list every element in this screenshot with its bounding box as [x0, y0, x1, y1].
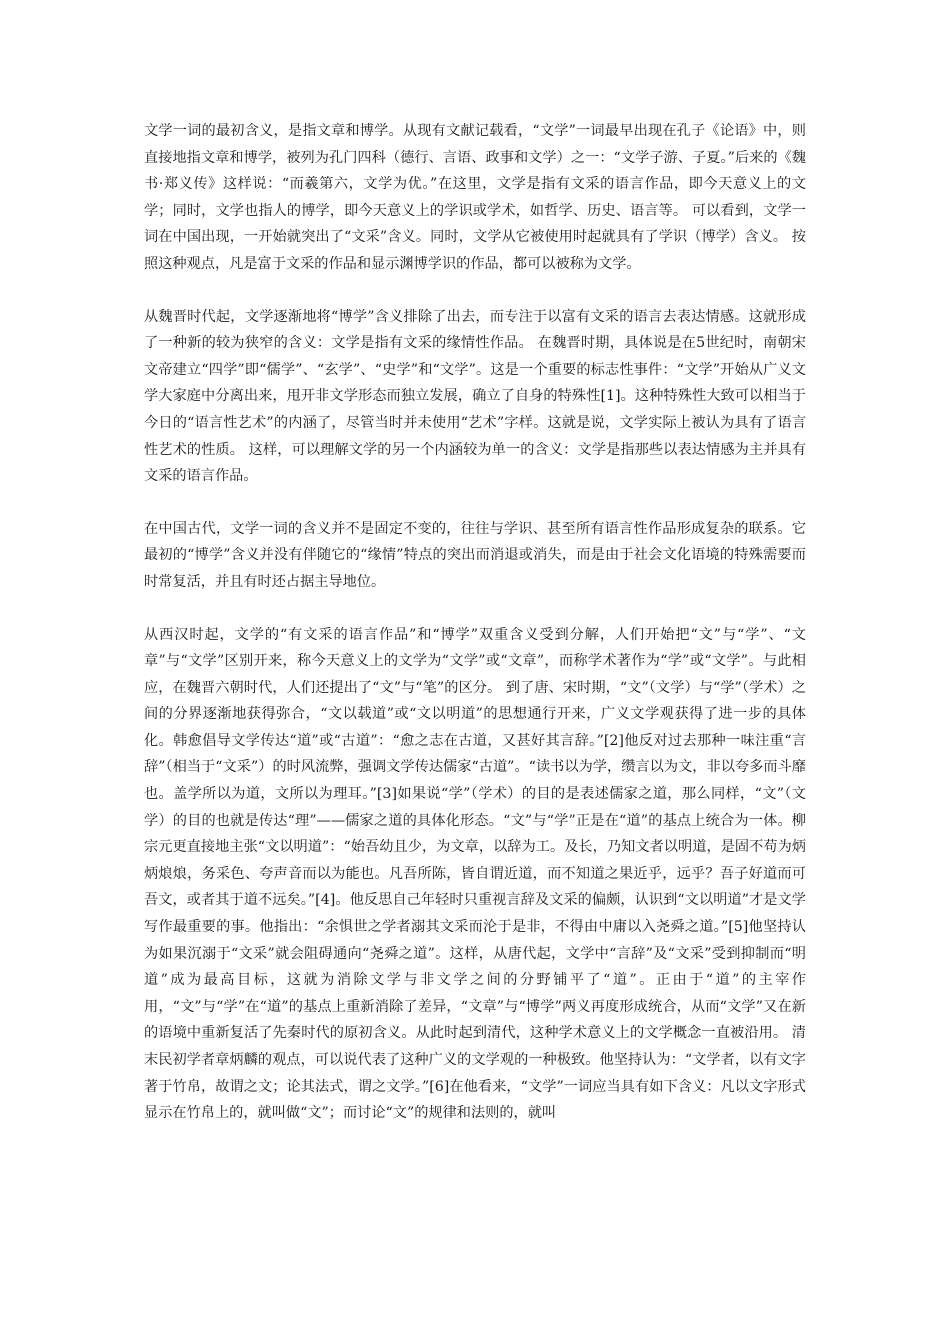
- paragraph-4: 从西汉时起，文学的“有文采的语言作品”和“博学”双重含义受到分解，人们开始把“文”与“学”、“文章”与“文学”区别开来，称今天意义上的文学为“文学”或“文章”，而称学术著作为“学”或“文学”。与此相应，在魏晋六朝时代，人们还提出了“文”与“笔”的区分。 到了唐、宋时期，“文”（文学）与“学”（学术）之间的分界逐渐地获得弥合，“文以载道”或“文以明道”的思想通行开来，广义文学观获得了进一步的具体化。韩愈倡导文学传达“道”或“古道”：“愈之志在古道，又甚好其言辞。”[2]他反对过去那种一味注重“言辞”（相当于“文采”）的时风流弊，强调文学传达儒家“古道”。“读书以为学，缵言以为文，非以夸多而斗靡也。盖学所以为道，文所以为理耳。”[3]如果说“学”（学术）的目的是表述儒家之道，那么同样，“文”（文学）的目的也就是传达“理”——儒家之道的具体化形态。“文”与“学”正是在“道”的基点上统合为一体。柳宗元更直接地主张“文以明道”：“始吾幼且少，为文章，以辞为工。及长，乃知文者以明道，是固不苟为炳炳烺烺，务采色、夸声音而以为能也。凡吾所陈，皆自谓近道，而不知道之果近乎，远乎？吾子好道而可吾文，或者其于道不远矣。”[4]。他反思自己年轻时只重视言辞及文采的偏颇，认识到“文以明道”才是文学写作最重要的事。他指出：“余惧世之学者溺其文采而沦于是非，不得由中庸以入尧舜之道。”[5]他坚持认为如果沉溺于“文采”就会阻碍通向“尧舜之道”。这样，从唐代起，文学中“言辞”及“文采”受到抑制而“明道”成为最高目标，这就为消除文学与非文学之间的分野铺平了“道”。正由于“道”的主宰作用，“文”与“学”在“道”的基点上重新消除了差异，“文章”与“博学”两义再度形成统合，从而“文学”又在新的语境中重新复活了先秦时代的原初含义。从此时起到清代，这种学术意义上的文学概念一直被沿用。 清末民初学者章炳麟的观点，可以说代表了这种广义的文学观的一种极致。他坚持认为：“文学者，以有文字著于竹帛，故谓之文；论其法式，谓之文学。”[6]在他看来，“文学”一词应当具有如下含义：凡以文字形式显示在竹帛上的，就叫做“文”；而讨论“文”的规律和法则的，就叫: [144, 626, 806, 1122]
- paragraph-3: 在中国古代，文学一词的含义并不是固定不变的，往往与学识、甚至所有语言性作品形成复杂的联系。它最初的“博学”含义并没有伴随它的“缘情”特点的突出而消退或消失，而是由于社会文化语境的特殊需要而时常复活，并且有时还占据主导地位。: [144, 520, 806, 590]
- paragraph-2: 从魏晋时代起，文学逐渐地将“博学”含义排除了出去，而专注于以富有文采的语言去表达情感。这就形成了一种新的较为狭窄的含义：文学是指有文采的缘情性作品。 在魏晋时期，具体说是在5世纪时，南朝宋文帝建立“四学”即“儒学”、“玄学”、“史学”和“文学”。这是一个重要的标志性事件：“文学”开始从广义文学大家庭中分离出来，甩开非文学形态而独立发展，确立了自身的特殊性[1]。这种特殊性大致可以相当于今日的“语言性艺术”的内涵了，尽管当时并未使用“艺术”字样。这就是说，文学实际上被认为具有了语言性艺术的性质。 这样，可以理解文学的另一个内涵较为单一的含义：文学是指那些以表达情感为主并具有文采的语言作品。: [144, 308, 807, 485]
- document-body: [144, 118, 806, 1127]
- paragraph-1: 文学一词的最初含义，是指文章和博学。从现有文献记载看，“文学”一词最早出现在孔子《论语》中，则直接地指文章和博学，被列为孔门四科（德行、言语、政事和文学）之一：“文学子游、子夏。”后来的《魏书·郑义传》这样说：“而羲第六，文学为优。”在这里，文学是指有文采的语言作品，即今天意义上的文学；同时，文学也指人的博学，即今天意义上的学识或学术，如哲学、历史、语言等。 可以看到，文学一词在中国出现，一开始就突出了“文采”含义。同时，文学从它被使用时起就具有了学识（博学）含义。 按照这种观点，凡是富于文采的作品和显示渊博学识的作品，都可以被称为文学。: [144, 123, 806, 272]
